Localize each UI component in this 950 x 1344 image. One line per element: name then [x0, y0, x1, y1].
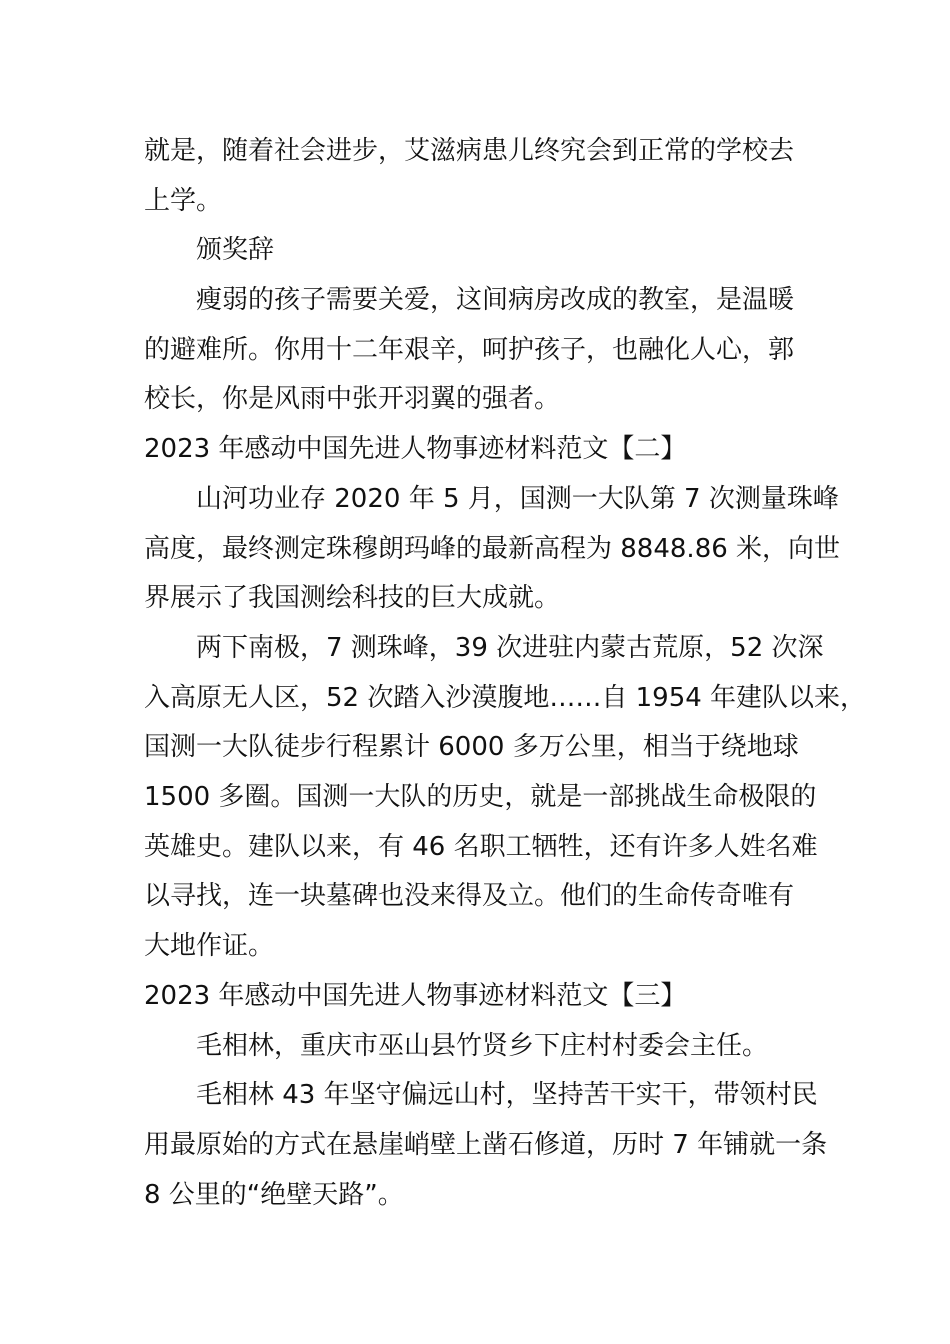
- text-line: 瘦弱的孩子需要关爱，这间病房改成的教室，是温暖: [196, 285, 795, 315]
- text-line: 校长，你是风雨中张开羽翼的强者。: [144, 384, 561, 414]
- text-line: 大地作证。: [144, 931, 275, 961]
- text-line: 界展示了我国测绘科技的巨大成就。: [144, 583, 561, 613]
- text-line: 入高原无人区，52 次踏入沙漠腹地……自 1954 年建队以来，: [144, 683, 867, 713]
- text-line: 国测一大队徒步行程累计 6000 多万公里，相当于绕地球: [144, 732, 799, 762]
- text-line: 高度，最终测定珠穆朗玛峰的最新高程为 8848.86 米，向世: [144, 534, 841, 564]
- section-heading: 2023 年感动中国先进人物事迹材料范文【三】: [144, 981, 687, 1011]
- text-line: 以寻找，连一块墓碑也没来得及立。他们的生命传奇唯有: [144, 881, 795, 911]
- text-line: 英雄史。建队以来，有 46 名职工牺牲，还有许多人姓名难: [144, 832, 818, 862]
- text-line: 上学。: [144, 186, 223, 216]
- text-line: 毛相林，重庆市巫山县竹贤乡下庄村村委会主任。: [196, 1031, 769, 1061]
- section-heading: 2023 年感动中国先进人物事迹材料范文【二】: [144, 434, 687, 464]
- text-line: 山河功业存 2020 年 5 月，国测一大队第 7 次测量珠峰: [196, 484, 839, 514]
- text-line: 用最原始的方式在悬崖峭壁上凿石修道，历时 7 年铺就一条: [144, 1130, 828, 1160]
- text-line: 就是，随着社会进步，艾滋病患儿终究会到正常的学校去: [144, 136, 795, 166]
- text-line: 两下南极，7 测珠峰，39 次进驻内蒙古荒原，52 次深: [196, 633, 824, 663]
- text-line: 8 公里的“绝壁天路”。: [144, 1180, 404, 1210]
- text-line: 的避难所。你用十二年艰辛，呵护孩子，也融化人心，郭: [144, 335, 795, 365]
- text-line: 1500 多圈。国测一大队的历史，就是一部挑战生命极限的: [144, 782, 817, 812]
- section-heading: 颁奖辞: [196, 235, 275, 265]
- text-line: 毛相林 43 年坚守偏远山村，坚持苦干实干，带领村民: [196, 1080, 818, 1110]
